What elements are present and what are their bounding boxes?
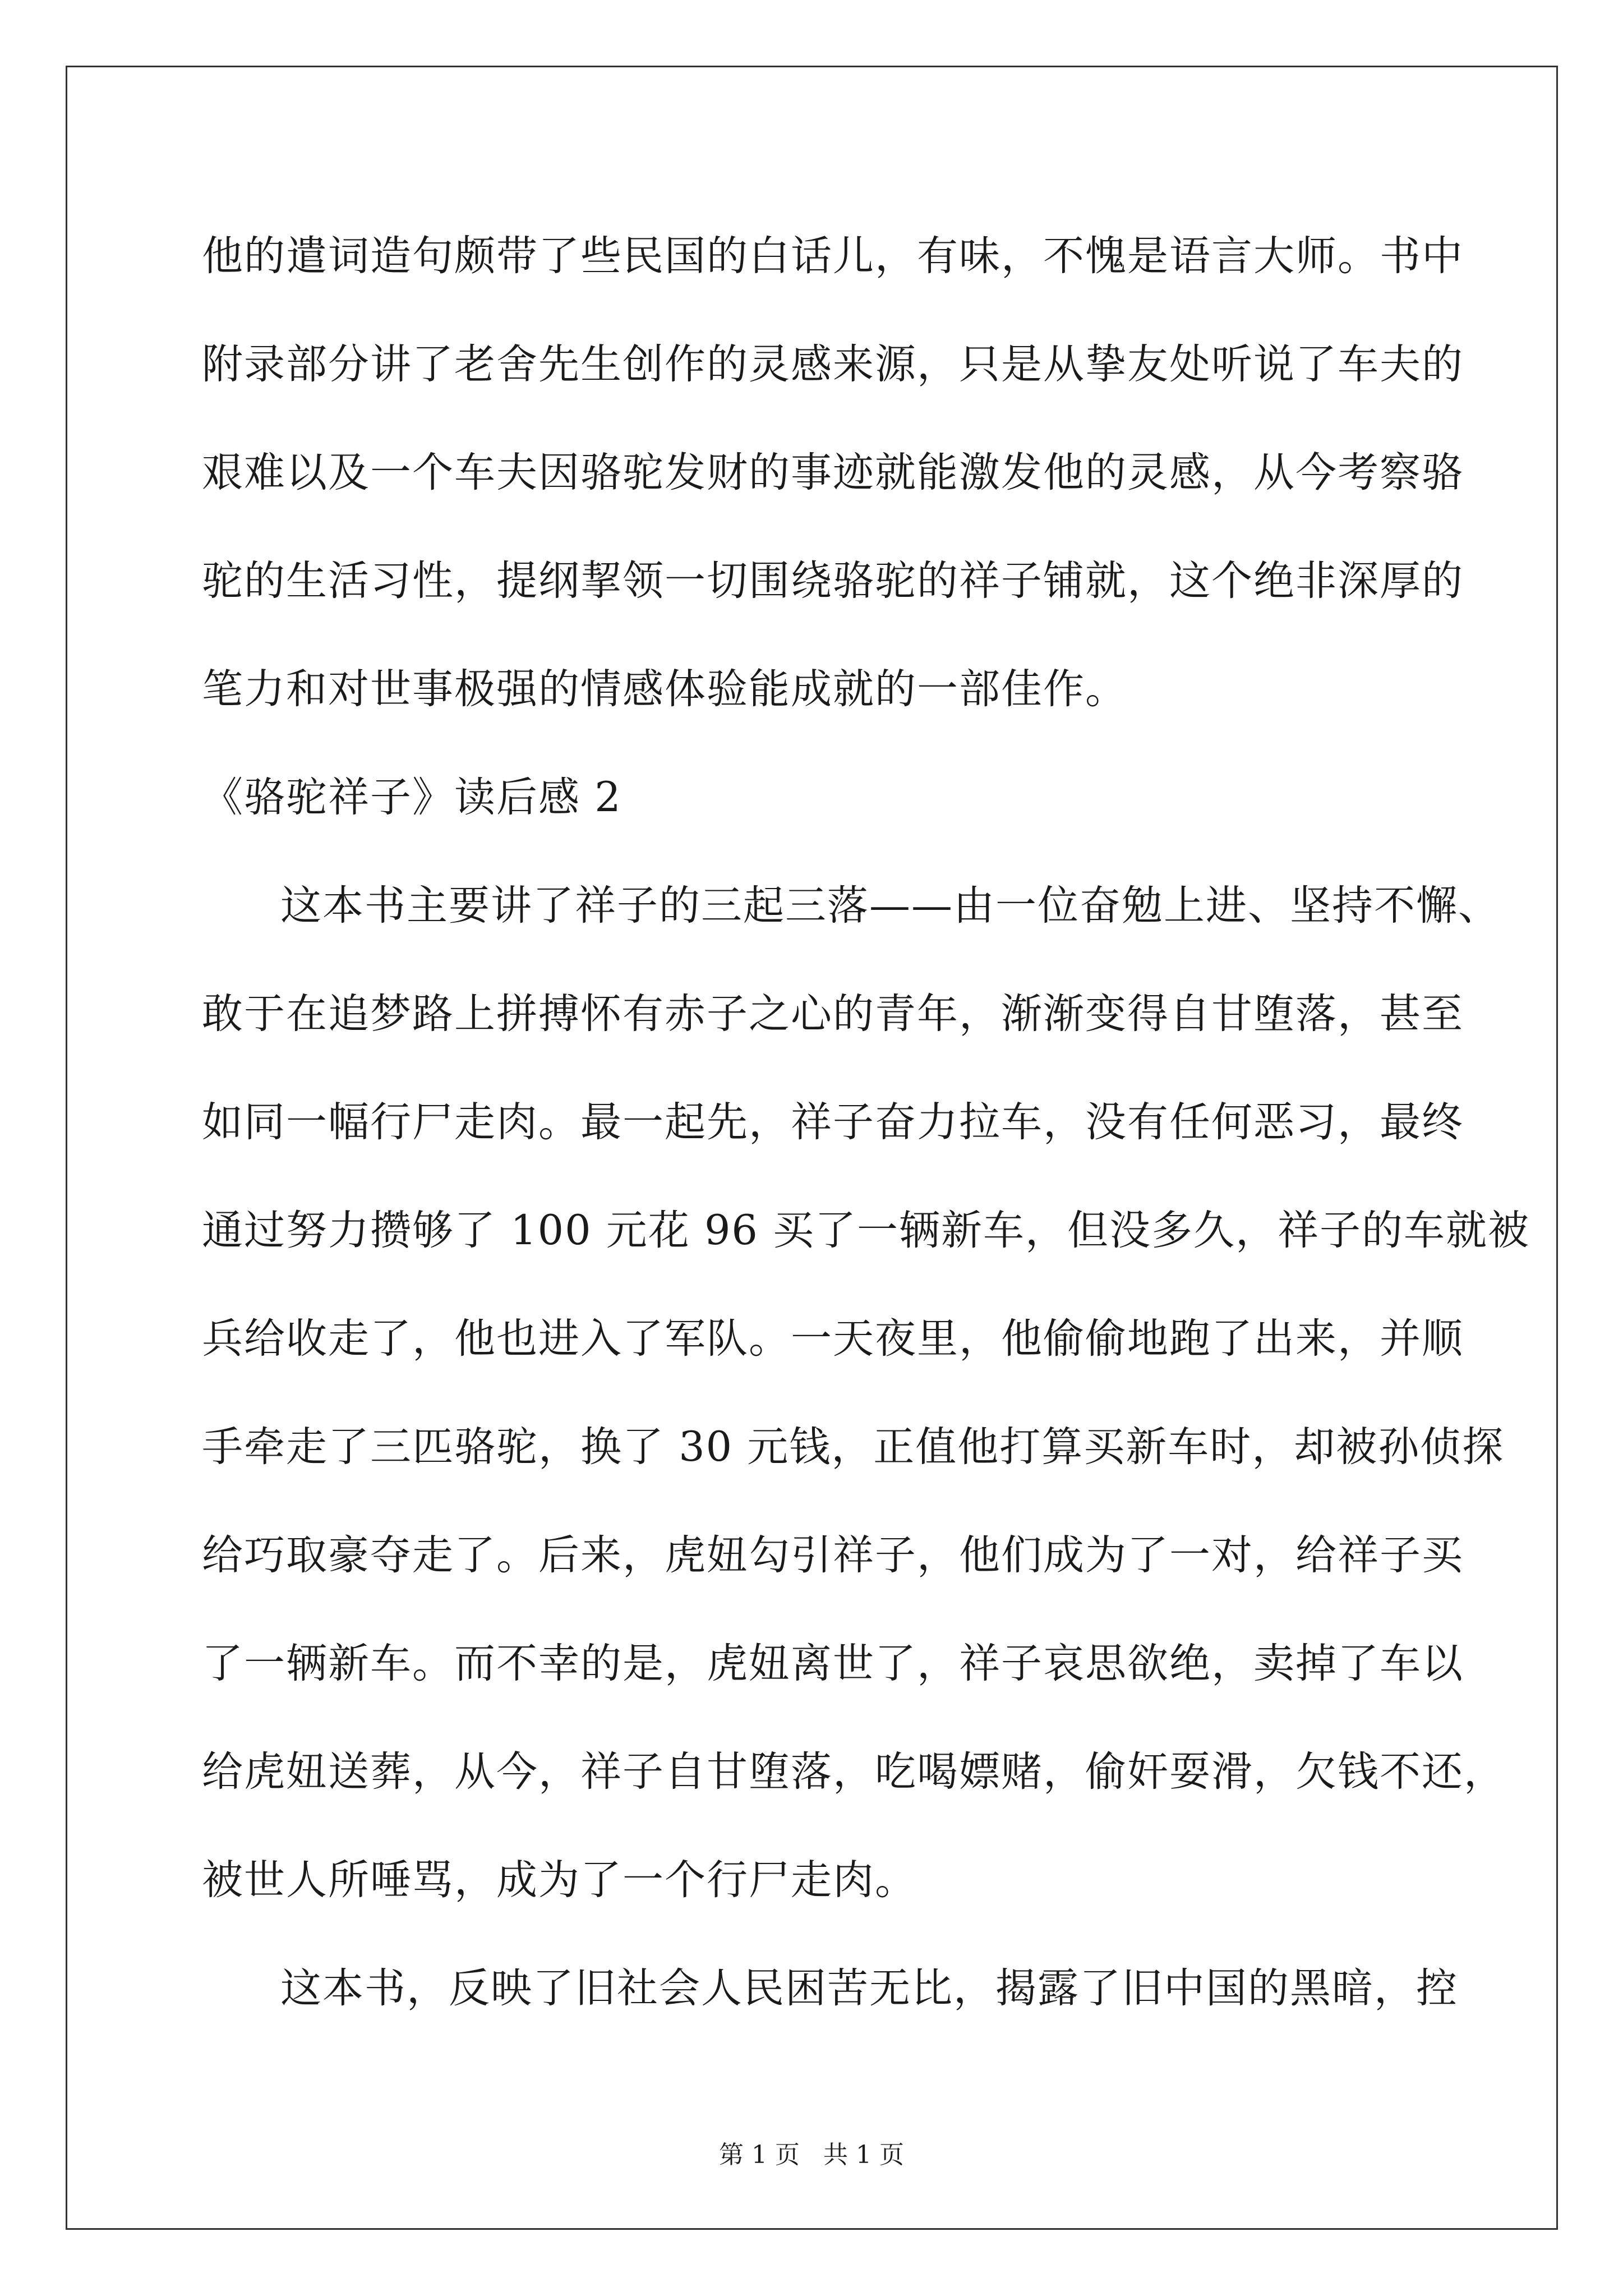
paragraph-line: 兵给收走了，他也进入了军队。一天夜里，他偷偷地跑了出来，并顺 [202,1315,1464,1363]
paragraph-line: 这本书，反映了旧社会人民困苦无比，揭露了旧中国的黑暗，控 [280,1964,1458,2012]
paragraph-line: 艰难以及一个车夫因骆驼发财的事迹就能激发他的灵感，从今考察骆 [202,449,1464,496]
paragraph-line: 了一辆新车。而不幸的是，虎妞离世了，祥子哀思欲绝，卖掉了车以 [202,1640,1464,1687]
paragraph-line: 通过努力攒够了 100 元花 96 买了一辆新车，但没多久，祥子的车就被 [202,1207,1530,1254]
section-heading: 《骆驼祥子》读后感 2 [202,774,622,821]
paragraph-line: 附录部分讲了老舍先生创作的灵感来源，只是从挚友处听说了车夫的 [202,341,1464,388]
paragraph-line: 给虎妞送葬，从今，祥子自甘堕落，吃喝嫖赌，偷奸耍滑，欠钱不还， [202,1748,1506,1796]
document-body [202,202,1530,2042]
paragraph-line: 笔力和对世事极强的情感体验能成就的一部佳作。 [202,665,1127,713]
paragraph-line: 给巧取豪夺走了。后来，虎妞勾引祥子，他们成为了一对，给祥子买 [202,1531,1464,1579]
paragraph-line: 敢于在追梦路上拼搏怀有赤子之心的青年，渐渐变得自甘堕落，甚至 [202,990,1464,1038]
paragraph-line: 如同一幅行尸走肉。最一起先，祥子奋力拉车，没有任何恶习，最终 [202,1098,1464,1146]
paragraph-line: 手牵走了三匹骆驼，换了 30 元钱，正值他打算买新车时，却被孙侦探 [202,1423,1505,1471]
paragraph-line: 驼的生活习性，提纲挈领一切围绕骆驼的祥子铺就，这个绝非深厚的 [202,557,1464,605]
paragraph-line: 被世人所唾骂，成为了一个行尸走肉。 [202,1856,917,1904]
paragraph-line: 这本书主要讲了祥子的三起三落——由一位奋勉上进、坚持不懈、 [280,882,1500,930]
page-footer: 第 1 页 共 1 页 [719,2141,904,2169]
paragraph-line: 他的遣词造句颇带了些民国的白话儿，有味，不愧是语言大师。书中 [202,232,1464,280]
